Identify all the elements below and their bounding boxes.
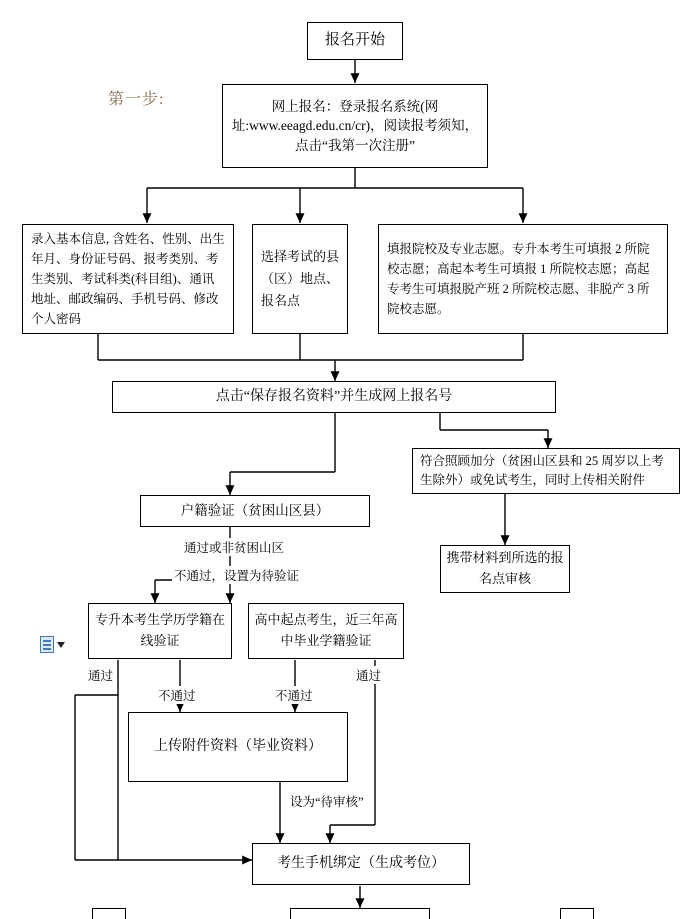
document-icon <box>40 636 54 653</box>
bottom-partial-mid <box>290 908 430 919</box>
node-start[interactable]: 报名开始 <box>307 22 403 60</box>
node-bonus-points[interactable]: 符合照顾加分（贫困山区县和 25 周岁以上考生除外）或免试考生，同时上传相关附件 <box>412 448 680 494</box>
edge-label-pass-or-nonpoor: 通过或非贫困山区 <box>182 538 286 556</box>
edge-label-set-pending-review: 设为“待审核” <box>288 792 366 810</box>
node-hukou-verify[interactable]: 户籍验证（贫困山区县） <box>140 495 370 527</box>
node-choose-exam-site[interactable]: 选择考试的县（区）地点、报名点 <box>252 224 348 334</box>
node-phone-binding[interactable]: 考生手机绑定（生成考位） <box>252 843 470 885</box>
step-one-label: 第一步: <box>108 91 165 108</box>
edge-label-pass-right: 通过 <box>354 666 383 684</box>
node-upload-attachment[interactable]: 上传附件资料（毕业资料） <box>128 712 348 782</box>
node-bring-material[interactable]: 携带材料到所选的报名点审核 <box>440 545 570 593</box>
edge-label-fail-left: 不通过 <box>156 686 198 704</box>
bottom-partial-right <box>560 908 594 919</box>
chevron-down-icon[interactable] <box>57 642 65 648</box>
edge-label-fail-right: 不通过 <box>273 686 315 704</box>
edge-label-fail-set-pending: 不通过，设置为待验证 <box>172 566 301 584</box>
node-save-registration[interactable]: 点击“保存报名资料”并生成网上报名号 <box>112 381 556 413</box>
edge-label-pass-left: 通过 <box>86 666 115 684</box>
node-zhuanshengben-verify[interactable]: 专升本考生学历学籍在线验证 <box>88 603 232 659</box>
node-gaozhong-verify[interactable]: 高中起点考生，近三年高中毕业学籍验证 <box>248 603 404 659</box>
node-basic-info[interactable]: 录入基本信息, 含姓名、性别、出生年月、身份证号码、报考类别、考生类别、考试科类(科目组)、通讯地址、邮政编码、手机号码、修改个人密码 <box>22 224 234 334</box>
node-fill-school-major[interactable]: 填报院校及专业志愿。专升本考生可填报 2 所院校志愿；高起本考生可填报 1 所院校志愿；高起专考生可填报脱产班 2 所院校志愿、非脱产 3 所院校志愿。 <box>378 224 668 334</box>
floating-doc-widget[interactable] <box>40 636 65 653</box>
node-online-register[interactable]: 网上报名：登录报名系统(网址:www.eeagd.edu.cn/cr)，阅读报考须知，点击“我第一次注册” <box>222 84 488 168</box>
bottom-partial-left <box>92 908 126 919</box>
